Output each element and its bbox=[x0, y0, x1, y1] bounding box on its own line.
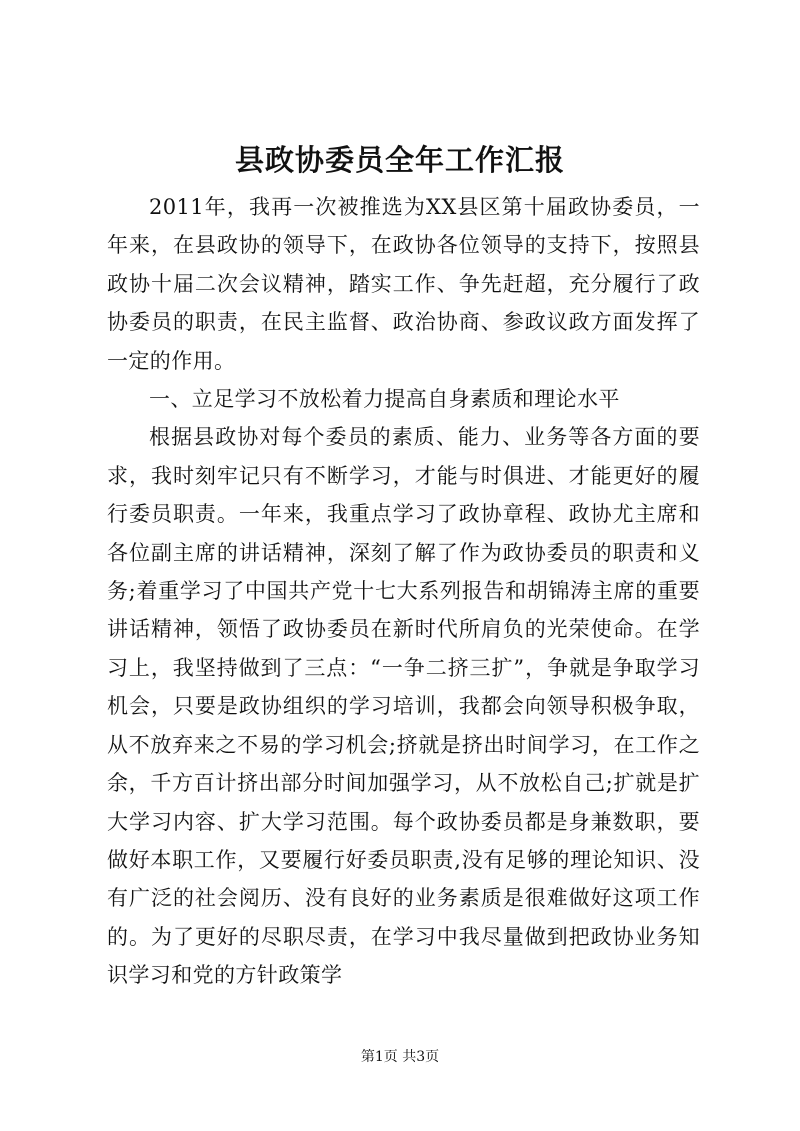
document-body bbox=[107, 188, 700, 995]
section-heading-1: 一、立足学习不放松着力提高自身素质和理论水平 bbox=[149, 387, 620, 412]
paragraph-study: 根据县政协对每个委员的素质、能力、业务等各方面的要求，我时刻牢记只有不断学习，才能与时俱进、才能更好的履行委员职责。一年来，我重点学习了政协章程、政协尤主席和各位副主席的讲话精神，深刻了解了作为政协委员的职责和义务;着重学习了中国共产党十七大系列报告和胡锦涛主席的重要讲话精神，领悟了政协委员在新时代所肩负的光荣使命。在学习上，我坚持做到了三点：“一争二挤三扩”，争就是争取学习机会，只要是政协组织的学习培训，我都会向领导积极争取，从不放弃来之不易的学习机会;挤就是挤出时间学习，在工作之余，千方百计挤出部分时间加强学习，从不放松自己;扩就是扩大学习内容、扩大学习范围。每个政协委员都是身兼数职，要做好本职工作，又要履行好委员职责,没有足够的理论知识、没有广泛的社会阅历、没有良好的业务素质是很难做好这项工作的。为了更好的尽职尽责，在学习中我尽量做到把政协业务知识学习和党的方针政策学 bbox=[107, 425, 700, 988]
paragraph-intro: 2011年，我再一次被推选为XX县区第十届政协委员，一年来，在县政协的领导下，在政协各位领导的支持下，按照县政协十届二次会议精神，踏实工作、争先赶超，充分履行了政协委员的职责，在民主监督、政治协商、参政议政方面发挥了一定的作用。 bbox=[107, 195, 700, 373]
document-title: 县政协委员全年工作汇报 bbox=[234, 143, 565, 177]
page-number-footer: 第1页 共3页 bbox=[360, 1049, 440, 1065]
